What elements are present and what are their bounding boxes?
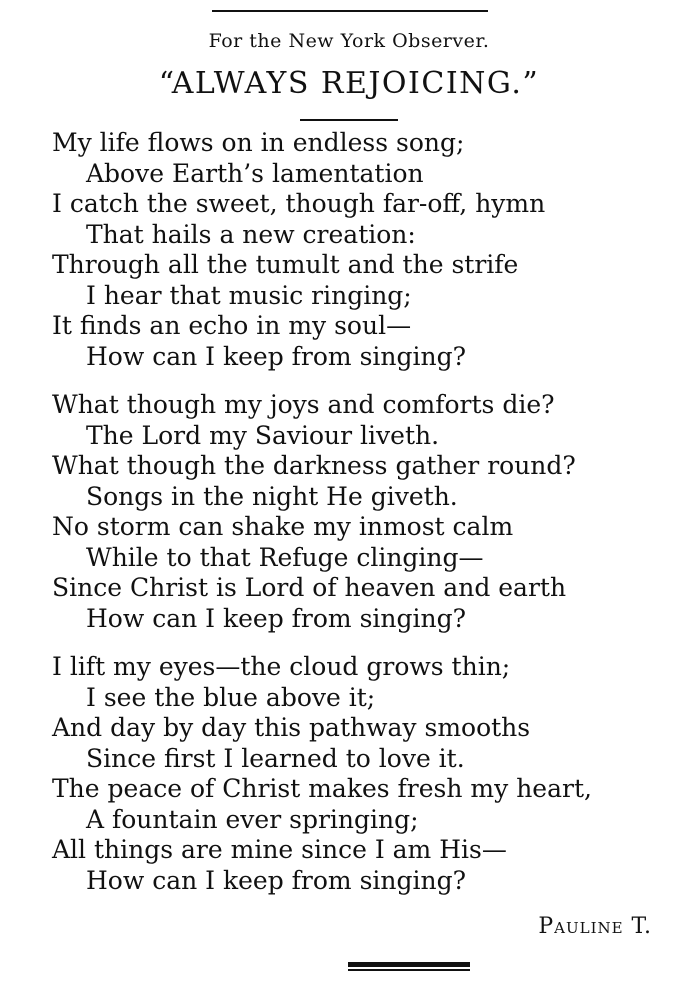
poem-line: All things are mine since I am His— bbox=[52, 835, 507, 864]
poem-line: Songs in the night He giveth. bbox=[86, 481, 458, 511]
poem-line: The Lord my Saviour liveth. bbox=[86, 420, 440, 450]
poem-line: No storm can shake my inmost calm bbox=[52, 512, 514, 541]
poem-line: How can I keep from singing? bbox=[86, 603, 467, 633]
poem-line: The peace of Christ makes fresh my heart, bbox=[52, 774, 592, 803]
poem-line: How can I keep from singing? bbox=[86, 865, 467, 895]
poem-body bbox=[52, 128, 672, 914]
poem-line: Since Christ is Lord of heaven and earth bbox=[52, 573, 567, 602]
poem-line: My life flows on in endless song; bbox=[52, 128, 465, 157]
stanza-1 bbox=[52, 128, 672, 372]
poem-line: What though my joys and comforts die? bbox=[52, 390, 555, 419]
poem-line: It finds an echo in my soul— bbox=[52, 311, 412, 340]
poem-line: I catch the sweet, though far-off, hymn bbox=[52, 189, 546, 218]
source-line: For the New York Observer. bbox=[208, 30, 490, 52]
poem-line: That hails a new creation: bbox=[86, 219, 416, 249]
poem-title: “ALWAYS REJOICING.” bbox=[158, 66, 540, 101]
poem-line: And day by day this pathway smooths bbox=[52, 713, 531, 742]
stanza-3 bbox=[52, 652, 672, 896]
poem-line: Since first I learned to love it. bbox=[86, 743, 465, 773]
top-divider bbox=[212, 10, 488, 12]
end-divider-thin bbox=[348, 969, 470, 971]
end-divider bbox=[348, 962, 470, 971]
poem-line: I see the blue above it; bbox=[86, 682, 376, 712]
poem-line: I lift my eyes—the cloud grows thin; bbox=[52, 652, 511, 681]
title-divider bbox=[300, 119, 398, 121]
author-signature: Pauline T. bbox=[538, 914, 652, 939]
poem-line: How can I keep from singing? bbox=[86, 341, 467, 371]
poem-line: While to that Refuge clinging— bbox=[86, 542, 484, 572]
poem-line: What though the darkness gather round? bbox=[52, 451, 576, 480]
poem-line: Above Earth’s lamentation bbox=[86, 158, 424, 188]
stanza-2 bbox=[52, 390, 672, 634]
poem-line: Through all the tumult and the strife bbox=[52, 250, 519, 279]
poem-line: A fountain ever springing; bbox=[86, 804, 419, 834]
poem-line: I hear that music ringing; bbox=[86, 280, 412, 310]
end-divider-thick bbox=[348, 962, 470, 967]
